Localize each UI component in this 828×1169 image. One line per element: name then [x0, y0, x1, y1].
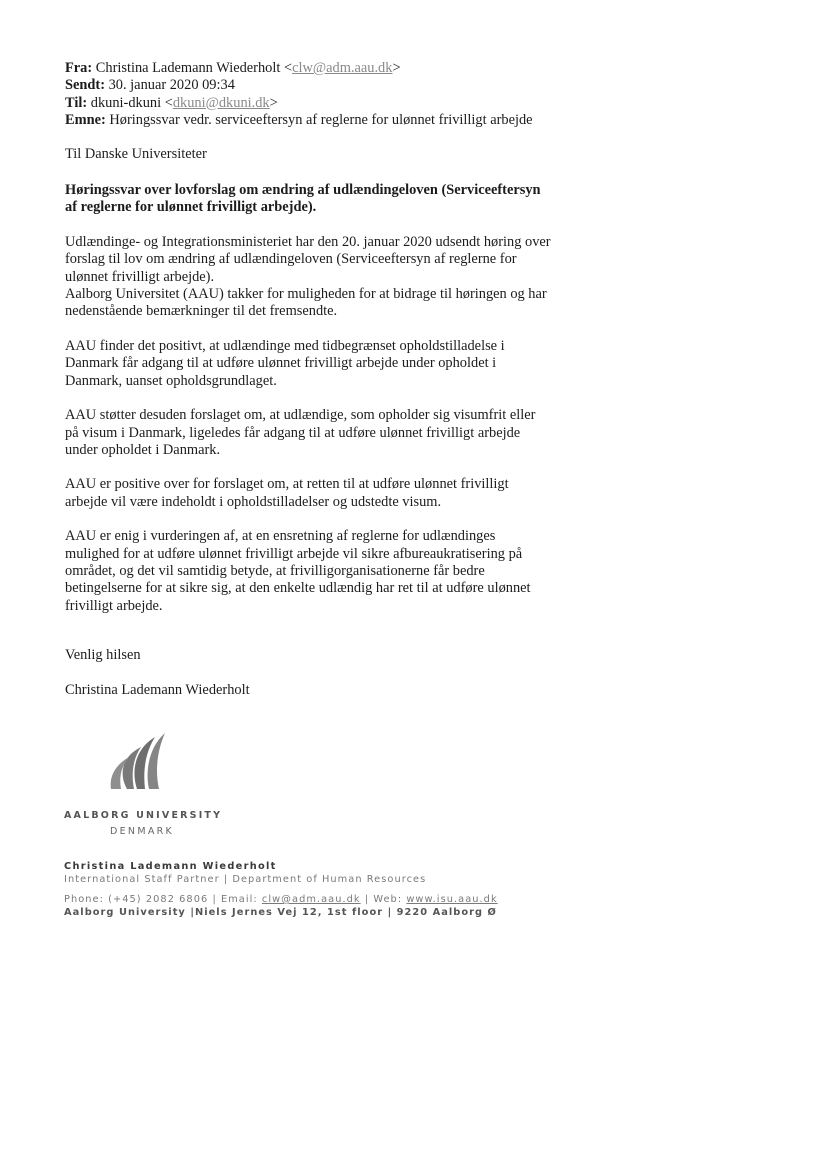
- subject-line: [65, 112, 625, 129]
- text-line: betingelserne for at sikre sig, at den enkelte udlændig har ret til at udføre ulønnet: [65, 580, 531, 597]
- sent-line: [65, 77, 625, 94]
- text-line: Danmark får adgang til at udføre ulønnet frivilligt arbejde under opholdet i: [65, 355, 497, 372]
- text-line: Aalborg Universitet (AAU) takker for muligheden for at bidrage til høringen og har: [65, 286, 547, 303]
- closing: Venlig hilsen: [65, 647, 141, 664]
- signature-phone-text: Phone: (+45) 2082 6806 | Email:: [64, 894, 262, 905]
- signature-web-text: | Web:: [360, 894, 407, 905]
- text-line: Udlændinge- og Integrationsministeriet har den 20. januar 2020 udsendt høring over: [65, 233, 551, 250]
- paragraph-4: [65, 476, 625, 511]
- from-name: Christina Lademann Wiederholt <: [95, 60, 293, 76]
- to-name: dkuni-dkuni <: [90, 94, 173, 111]
- text-line: området, og det vil samtidig betyde, at frivilligorganisationerne får bedre: [65, 562, 485, 579]
- text-line: forslag til lov om ændring af udlændingeloven (Serviceeftersyn af reglerne for: [65, 251, 517, 268]
- text-line: på visum i Danmark, ligeledes får adgang til at udføre ulønnet frivilligt arbejde: [65, 424, 521, 441]
- text-line: Danmark, uanset opholdsgrundlaget.: [65, 372, 277, 389]
- from-label: Fra:: [65, 60, 93, 76]
- text-line: AAU er enig i vurderingen af, at en ensretning af reglerne for udlændinges: [65, 528, 496, 545]
- paragraph-3: [65, 407, 625, 459]
- subject-label: Emne:: [65, 112, 106, 129]
- text-line: AAU støtter desuden forslaget om, at udlændige, som opholder sig visumfrit eller: [65, 407, 536, 424]
- title-line: af reglerne for ulønnet frivilligt arbejde).: [65, 199, 317, 216]
- to-label: Til:: [65, 94, 88, 111]
- text-line: frivilligt arbejde.: [65, 597, 163, 614]
- paragraph-2: [65, 338, 625, 390]
- signature-address: Aalborg University |Niels Jernes Vej 12, 1st floor | 9220 Aalborg Ø: [64, 906, 497, 918]
- signer-name: Christina Lademann Wiederholt: [65, 681, 250, 698]
- university-country: DENMARK: [110, 826, 175, 837]
- signature-email-link[interactable]: clw@adm.aau.dk: [261, 894, 361, 905]
- to-email-link[interactable]: dkuni@dkuni.dk: [172, 94, 270, 111]
- from-email-link[interactable]: clw@adm.aau.dk: [292, 60, 393, 76]
- from-close: >: [392, 60, 401, 76]
- signature-contact-line: [64, 894, 498, 907]
- subject-value: Høringssvar vedr. serviceeftersyn af reglerne for ulønnet frivilligt arbejde: [109, 112, 533, 129]
- email-signature: [64, 861, 498, 919]
- to-line: [65, 95, 625, 112]
- text-line: mulighed for at udføre ulønnet frivilligt arbejde vil sikre afbureaukratisering på: [65, 545, 523, 562]
- aau-wave-logo-icon: [107, 731, 169, 791]
- from-line: [65, 60, 625, 77]
- paragraph-1: [65, 234, 625, 321]
- paragraph-5: [65, 528, 625, 615]
- letter-title: [65, 182, 625, 217]
- text-line: under opholdet i Danmark.: [65, 441, 221, 458]
- text-line: arbejde vil være indeholdt i opholdstilladelser og udstedte visum.: [65, 493, 442, 510]
- signature-web-link[interactable]: www.isu.aau.dk: [406, 894, 498, 905]
- signature-title: International Staff Partner | Department of Human Resources: [64, 873, 427, 885]
- email-document: [65, 60, 625, 699]
- greeting: Til Danske Universiteter: [65, 145, 207, 162]
- university-name: AALBORG UNIVERSITY: [64, 810, 223, 821]
- title-line: Høringssvar over lovforslag om ændring af udlændingeloven (Serviceeftersyn: [65, 182, 541, 199]
- sent-label: Sendt:: [65, 77, 105, 94]
- text-line: AAU er positive over for forslaget om, at retten til at udføre ulønnet frivilligt: [65, 476, 509, 493]
- text-line: ulønnet frivilligt arbejde).: [65, 268, 215, 285]
- text-line: AAU finder det positivt, at udlændinge med tidbegrænset opholdstilladelse i: [65, 337, 505, 354]
- signature-name: Christina Lademann Wiederholt: [64, 861, 277, 872]
- text-line: nedenstående bemærkninger til det fremsendte.: [65, 303, 338, 320]
- email-header: [65, 60, 625, 130]
- to-close: >: [269, 94, 278, 111]
- sent-value: 30. januar 2020 09:34: [108, 77, 235, 94]
